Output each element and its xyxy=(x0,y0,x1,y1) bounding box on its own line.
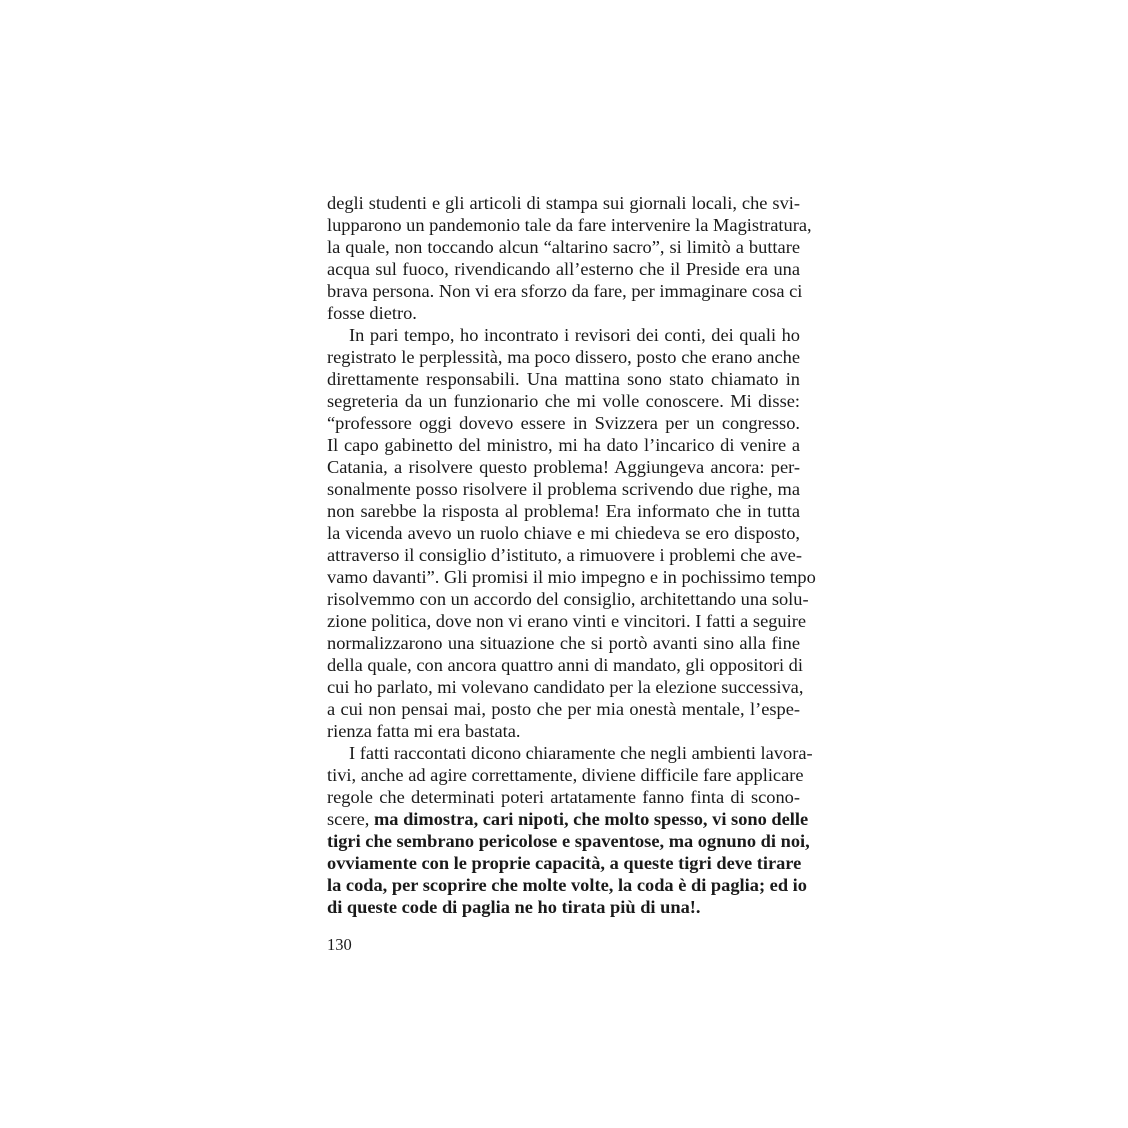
text-line: I fatti raccontati dicono chiaramente che negli ambienti lavora- xyxy=(349,743,813,763)
bold-text-line: tigri che sembrano pericolose e spaventose, ma ognuno di noi, xyxy=(327,831,810,851)
text-line: zione politica, dove non vi erano vinti e vincitori. I fatti a seguire xyxy=(327,611,807,631)
text-line: la vicenda avevo un ruolo chiave e mi chiedeva se ero disposto, xyxy=(327,523,800,543)
text-line: regole che determinati poteri artatamente fanno finta di scono- xyxy=(327,787,800,807)
text-normal: scere, xyxy=(327,809,374,829)
text-line: normalizzarono una situazione che si portò avanti sino alla fine xyxy=(327,633,800,653)
text-line: brava persona. Non vi era sforzo da fare, per immaginare cosa ci xyxy=(327,281,803,301)
text-line: tivi, anche ad agire correttamente, diviene difficile fare applicare xyxy=(327,765,804,785)
bold-text-line: ovviamente con le proprie capacità, a queste tigri deve tirare xyxy=(327,853,802,873)
text-line: non sarebbe la risposta al problema! Era informato che in tutta xyxy=(327,501,800,521)
text-line: Catania, a risolvere questo problema! Aggiungeva ancora: per- xyxy=(327,457,800,477)
page-body xyxy=(327,192,816,918)
text-line: Il capo gabinetto del ministro, mi ha dato l’incarico di venire a xyxy=(327,435,800,455)
text-line: degli studenti e gli articoli di stampa sui giornali locali, che svi- xyxy=(327,193,800,213)
mixed-text-line xyxy=(327,808,809,830)
text-line: risolvemmo con un accordo del consiglio, architettando una solu- xyxy=(327,589,809,609)
text-line: della quale, con ancora quattro anni di mandato, gli oppositori di xyxy=(327,655,803,675)
text-line: sonalmente posso risolvere il problema scrivendo due righe, ma xyxy=(327,479,800,499)
page-number: 130 xyxy=(327,935,352,954)
bold-text-line: di queste code di paglia ne ho tirata più di una!. xyxy=(327,897,701,917)
text-line: rienza fatta mi era bastata. xyxy=(327,721,521,741)
text-line: fosse dietro. xyxy=(327,303,417,323)
text-line: In pari tempo, ho incontrato i revisori dei conti, dei quali ho xyxy=(349,325,800,345)
text-bold: ma dimostra, cari nipoti, che molto spesso, vi sono delle xyxy=(373,809,809,829)
text-line: direttamente responsabili. Una mattina sono stato chiamato in xyxy=(327,369,800,389)
bold-text-line: la coda, per scoprire che molte volte, la coda è di paglia; ed io xyxy=(327,875,807,895)
text-line: segreteria da un funzionario che mi volle conoscere. Mi disse: xyxy=(327,391,800,411)
text-line: a cui non pensai mai, posto che per mia onestà mentale, l’espe- xyxy=(327,699,800,719)
text-line: registrato le perplessità, ma poco dissero, posto che erano anche xyxy=(327,347,800,367)
text-line: acqua sul fuoco, rivendicando all’esterno che il Preside era una xyxy=(327,259,800,279)
text-line: lupparono un pandemonio tale da fare intervenire la Magistratura, xyxy=(327,215,812,235)
text-line: la quale, non toccando alcun “altarino sacro”, si limitò a buttare xyxy=(327,237,800,257)
text-line: cui ho parlato, mi volevano candidato per la elezione successiva, xyxy=(327,677,804,697)
text-line: “professore oggi dovevo essere in Svizzera per un congresso. xyxy=(327,413,800,433)
text-line: vamo davanti”. Gli promisi il mio impegno e in pochissimo tempo xyxy=(327,567,816,587)
text-line: attraverso il consiglio d’istituto, a rimuovere i problemi che ave- xyxy=(327,545,802,565)
